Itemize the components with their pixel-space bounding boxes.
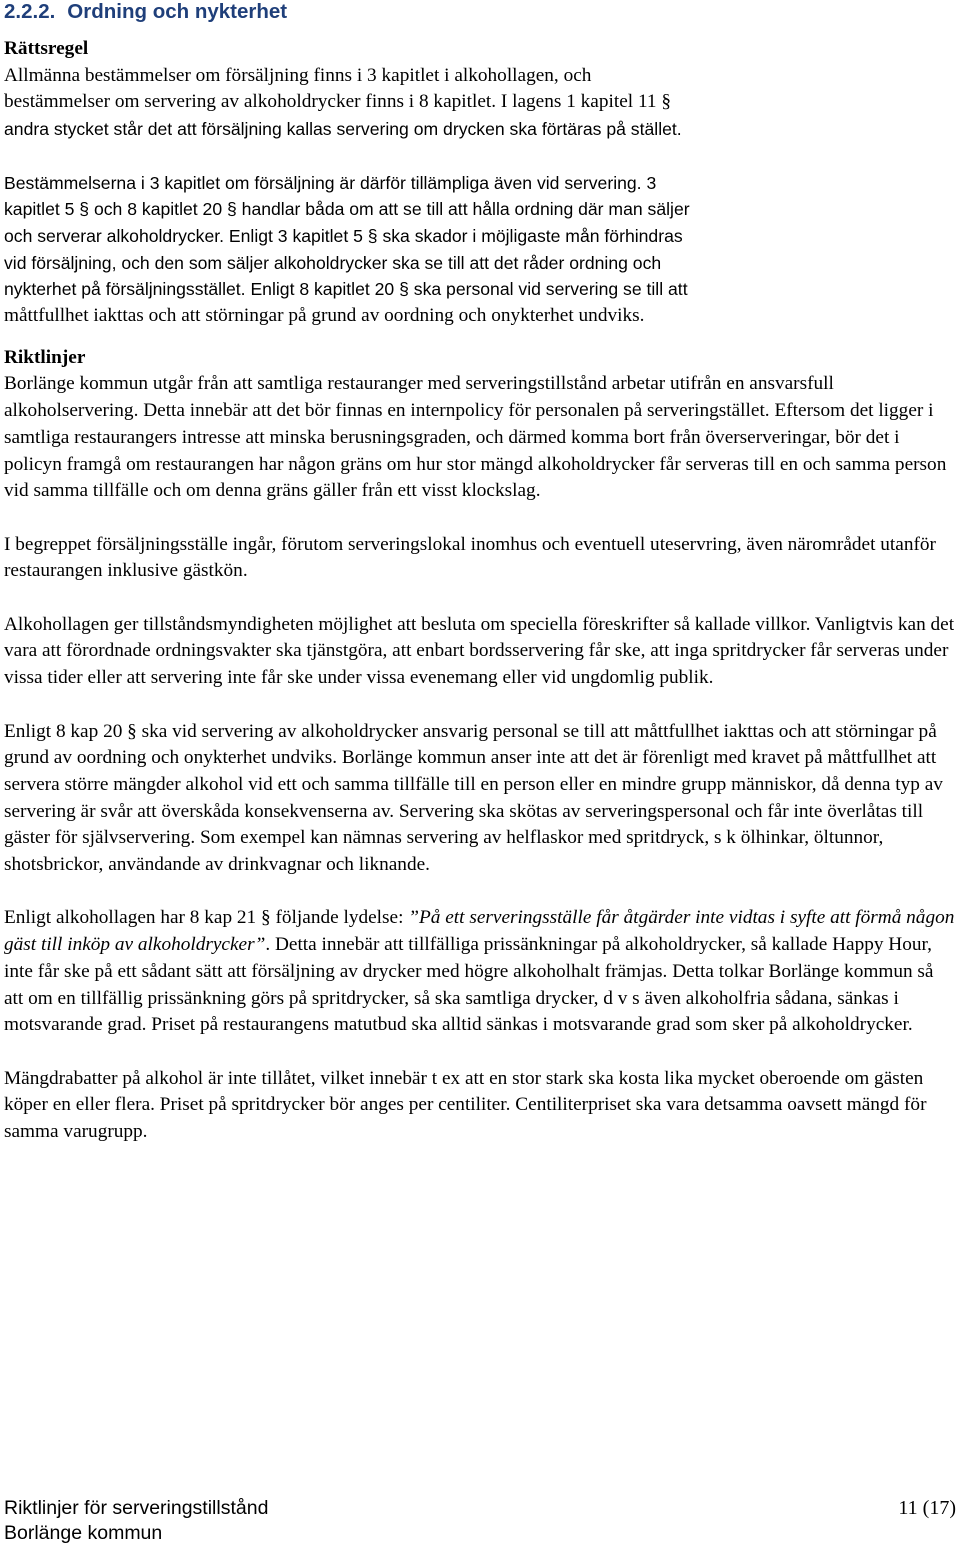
text-line: andra stycket står det att försäljning kallas servering om drycken ska förtäras på stället. bbox=[4, 119, 682, 140]
rattsregel-paragraph-1 bbox=[4, 63, 956, 143]
riktlinjer-paragraph-4: Enligt 8 kap 20 § ska vid servering av alkoholdrycker ansvarig personal se till att måttfullhet iakttas och att störningar på grund av oordning och onykterhet undviks. Borlänge kommun anser inte att det är förenligt med kravet på måttfullhet att servera större mängder alkohol vid ett och samma tillfälle till en person eller en mindre grupp människor, då denna typ av servering är svår att överskåda konsekvenserna av. Servering ska skötas av serveringspersonal och får inte överlåtas till gäster för självservering. Som exempel kan nämnas servering av helflaskor med spritdryck, s k ölhinkar, öltunnor, shotsbrickor, användande av drinkvagnar och liknande. bbox=[4, 720, 943, 876]
riktlinjer-paragraph-2: I begreppet försäljningsställe ingår, förutom serveringslokal inomhus och eventuell uteservring, även närområdet utanför restaurangen inklusive gästkön. bbox=[4, 533, 936, 582]
text-line: vid försäljning, och den som säljer alkoholdrycker ska se till att det råder ordning och bbox=[4, 252, 662, 273]
paragraph-text: . Detta innebär att tillfälliga prissänkningar på alkoholdrycker, så kallade Happy Hour, inte får ske på ett sådant sätt att försäljning av drycker med högre alkoholhalt främjas. Detta tolkar Borlänge kommun så att om en tillfällig prissänkning görs på spritdrycker, så ska samtliga drycker, d v s även alkoholfria sådana, sänkas i motsvarande grad. Priset på restaurangens matutbud ska alltid sänkas i motsvarande grad som sker på alkoholdrycker. bbox=[4, 934, 934, 1036]
section-title: Ordning och nykterhet bbox=[67, 0, 288, 23]
text-line: Bestämmelserna i 3 kapitlet om försäljning är därför tillämpliga även vid servering. 3 bbox=[4, 172, 657, 193]
text-line: måttfullhet iakttas och att störningar på grund av oordning och onykterhet undviks. bbox=[4, 305, 645, 327]
section-number: 2.2.2. bbox=[4, 0, 56, 23]
document-page bbox=[4, 0, 956, 1146]
riktlinjer-paragraph-5 bbox=[4, 905, 956, 1039]
riktlinjer-paragraph-1: Borlänge kommun utgår från att samtliga restauranger med serveringstillstånd arbetar utifrån en ansvarsfull alkoholservering. Detta innebär att det bör finnas en internpolicy för personalen på serveringstället. Eftersom det ligger i samtliga restaurangers intresse att minska berusningsgraden, och därmed komma bort från överserveringar, bör det i policyn framgå om restaurangen har någon gräns om hur stor mängd alkoholdrycker får serveras till en och samma person vid samma tillfälle och om denna gräns gäller från ett visst klockslag. bbox=[4, 373, 947, 502]
text-line: bestämmelser om servering av alkoholdrycker finns i 8 kapitlet. I lagens 1 kapitel 11 § bbox=[4, 91, 671, 113]
text-line: och serverar alkoholdrycker. Enligt 3 kapitlet 5 § ska skador i möjligaste mån förhindras bbox=[4, 225, 683, 246]
riktlinjer-paragraph-3: Alkohollagen ger tillståndsmyndigheten möjlighet att besluta om speciella föreskrifter så kallade villkor. Vanligtvis kan det vara att förordnade ordningsvakter ska tjänstgöra, att enbart bordsservering får ske, att inga spritdrycker får serveras under vissa tider eller att servering inte får ske under vissa evenemang eller vid ungdomlig publik. bbox=[4, 613, 955, 689]
page-number: 11 (17) bbox=[898, 1497, 956, 1519]
riktlinjer-heading: Riktlinjer bbox=[4, 346, 86, 368]
footer-organization: Borlänge kommun bbox=[4, 1521, 163, 1544]
text-line: Allmänna bestämmelser om försäljning finns i 3 kapitlet i alkohollagen, och bbox=[4, 64, 592, 86]
page-footer bbox=[4, 1496, 956, 1545]
rattsregel-heading: Rättsregel bbox=[4, 38, 89, 59]
paragraph-text: Enligt alkohollagen har 8 kap 21 § följande lydelse: bbox=[4, 907, 409, 929]
law-quote: ”På ett serveringsställe får åtgärder inte vidtas i syfte att förmå någon gäst till inköp av alkoholdrycker” bbox=[4, 907, 955, 956]
footer-title: Riktlinjer för serveringstillstånd bbox=[4, 1497, 269, 1519]
riktlinjer-paragraph-6: Mängdrabatter på alkohol är inte tillåtet, vilket innebär t ex att en stor stark ska kosta lika mycket oberoende om gästen köper en eller flera. Priset på spritdrycker bör anges per centiliter. Centiliterpriset ska vara detsamma oavsett mängd för samma varugrupp. bbox=[4, 1067, 927, 1143]
text-line: nykterhet på försäljningsstället. Enligt 8 kapitlet 20 § ska personal vid servering se till att bbox=[4, 279, 688, 300]
section-heading bbox=[4, 0, 956, 24]
text-line: kapitlet 5 § och 8 kapitlet 20 § handlar båda om att se till att hålla ordning där man säljer bbox=[4, 199, 690, 220]
rattsregel-paragraph-2 bbox=[4, 170, 956, 330]
